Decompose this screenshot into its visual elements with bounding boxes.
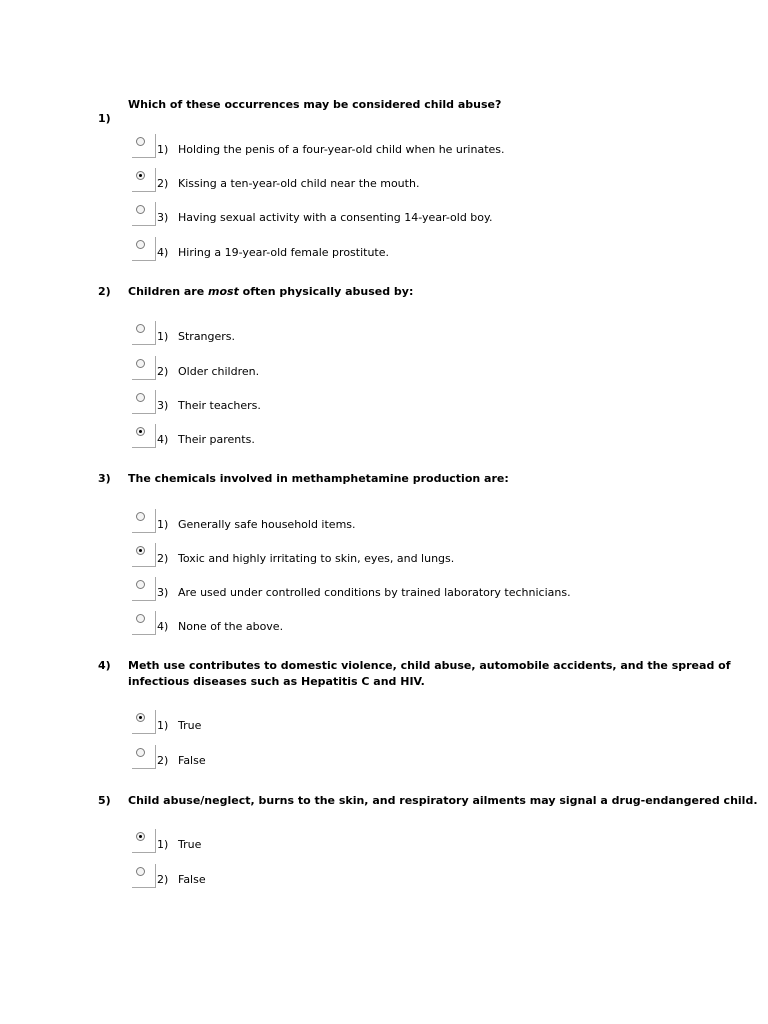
option-number: 2) [157, 552, 169, 565]
radio-button[interactable] [136, 205, 145, 214]
question-5-text: Child abuse/neglect, burns to the skin, and respiratory ailments may signal a drug-endangered child. [128, 794, 758, 807]
option-number: 4) [157, 620, 169, 633]
question-2-number: 2) [98, 285, 111, 298]
option-text: True [178, 719, 202, 732]
question-3-text: The chemicals involved in methamphetamine production are: [128, 472, 509, 485]
radio-frame [132, 168, 156, 192]
question-2-option-2[interactable] [132, 356, 732, 380]
question-5-number: 5) [98, 794, 111, 807]
question-2-option-4[interactable] [132, 424, 732, 448]
option-number: 3) [157, 399, 169, 412]
question-4-option-1[interactable] [132, 710, 732, 734]
option-text: True [178, 838, 202, 851]
question-4-text-line-1: Meth use contributes to domestic violence, child abuse, automobile accidents, and the spread of [128, 659, 731, 672]
question-1-number: 1) [98, 112, 111, 125]
radio-button[interactable] [136, 359, 145, 368]
option-number: 1) [157, 719, 169, 732]
question-2-text-emphasis: most [208, 285, 239, 298]
option-number: 2) [157, 177, 169, 190]
radio-frame [132, 710, 156, 734]
radio-button[interactable] [136, 393, 145, 402]
option-text: Kissing a ten-year-old child near the mouth. [178, 177, 420, 190]
radio-frame [132, 134, 156, 158]
question-5-option-2[interactable] [132, 864, 732, 888]
radio-frame [132, 509, 156, 533]
option-text: None of the above. [178, 620, 284, 633]
question-1-option-1[interactable] [132, 134, 732, 158]
question-3-option-4[interactable] [132, 611, 732, 635]
radio-button[interactable] [136, 240, 145, 249]
radio-frame [132, 543, 156, 567]
option-number: 1) [157, 518, 169, 531]
option-text: Strangers. [178, 330, 236, 343]
radio-frame [132, 611, 156, 635]
radio-frame [132, 321, 156, 345]
option-text: Having sexual activity with a consenting 14-year-old boy. [178, 211, 493, 224]
option-text: Holding the penis of a four-year-old child when he urinates. [178, 143, 505, 156]
question-2-text-end: often physically abused by: [238, 285, 414, 298]
option-number: 2) [157, 873, 169, 886]
question-2-option-1[interactable] [132, 321, 732, 345]
question-4-option-2[interactable] [132, 745, 732, 769]
option-number: 3) [157, 586, 169, 599]
option-text: Their parents. [178, 433, 255, 446]
option-text: Are used under controlled conditions by trained laboratory technicians. [178, 586, 571, 599]
question-3-option-2[interactable] [132, 543, 732, 567]
radio-frame [132, 202, 156, 226]
question-2-text-start: Children are [128, 285, 209, 298]
option-number: 1) [157, 838, 169, 851]
question-1-option-4[interactable] [132, 237, 732, 261]
question-2-text [128, 284, 768, 300]
radio-button[interactable] [136, 614, 145, 623]
option-number: 4) [157, 246, 169, 259]
radio-frame [132, 237, 156, 261]
option-text: Their teachers. [178, 399, 261, 412]
question-1-option-3[interactable] [132, 202, 732, 226]
radio-button[interactable] [136, 867, 145, 876]
question-3-number: 3) [98, 472, 111, 485]
radio-frame [132, 356, 156, 380]
question-1-option-2[interactable] [132, 168, 732, 192]
radio-button[interactable] [136, 748, 145, 757]
radio-button[interactable] [136, 546, 145, 555]
option-text: Toxic and highly irritating to skin, eyes, and lungs. [178, 552, 455, 565]
question-4-number: 4) [98, 659, 111, 672]
question-3-option-3[interactable] [132, 577, 732, 601]
option-number: 3) [157, 211, 169, 224]
option-text: False [178, 754, 206, 767]
question-4-text-line-2: infectious diseases such as Hepatitis C and HIV. [128, 675, 425, 688]
radio-button[interactable] [136, 427, 145, 436]
radio-button[interactable] [136, 171, 145, 180]
radio-frame [132, 829, 156, 853]
radio-button[interactable] [136, 580, 145, 589]
question-1-text: Which of these occurrences may be considered child abuse? [128, 98, 502, 111]
radio-frame [132, 864, 156, 888]
radio-frame [132, 390, 156, 414]
radio-button[interactable] [136, 512, 145, 521]
radio-frame [132, 745, 156, 769]
radio-button[interactable] [136, 137, 145, 146]
option-number: 2) [157, 365, 169, 378]
option-number: 4) [157, 433, 169, 446]
radio-button[interactable] [136, 713, 145, 722]
radio-button[interactable] [136, 832, 145, 841]
question-2-option-3[interactable] [132, 390, 732, 414]
radio-frame [132, 577, 156, 601]
option-text: False [178, 873, 206, 886]
option-number: 1) [157, 143, 169, 156]
option-number: 1) [157, 330, 169, 343]
radio-button[interactable] [136, 324, 145, 333]
option-number: 2) [157, 754, 169, 767]
option-text: Generally safe household items. [178, 518, 356, 531]
question-5-option-1[interactable] [132, 829, 732, 853]
radio-frame [132, 424, 156, 448]
option-text: Hiring a 19-year-old female prostitute. [178, 246, 390, 259]
question-3-option-1[interactable] [132, 509, 732, 533]
option-text: Older children. [178, 365, 260, 378]
question-4-text [128, 658, 768, 690]
